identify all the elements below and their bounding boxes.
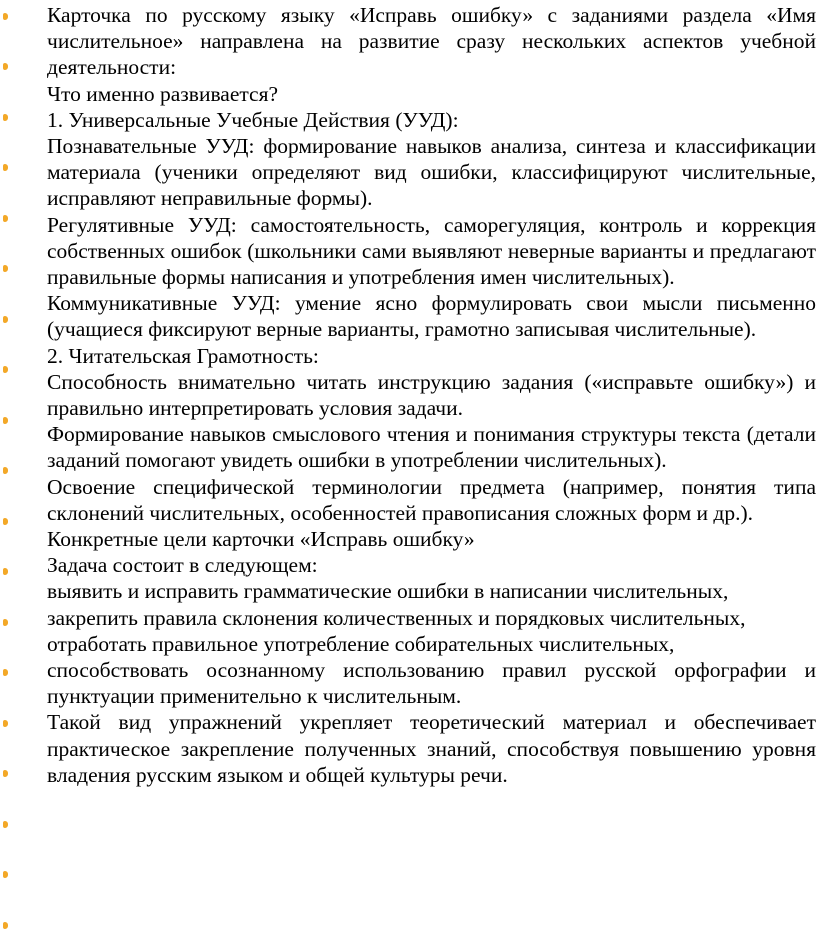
literacy-paragraph-2: Формирование навыков смыслового чтения и понимания структуры текста (детали заданий помогают увидеть ошибки в употреблении числительных). bbox=[47, 422, 816, 473]
bullet-marker bbox=[2, 163, 9, 172]
bullet-marker bbox=[2, 567, 9, 576]
bullet-marker bbox=[2, 365, 9, 374]
bullet-marker bbox=[2, 62, 9, 71]
bullet-marker bbox=[2, 668, 9, 677]
bullet-marker bbox=[2, 113, 9, 122]
conclusion-paragraph: Такой вид упражнений укрепляет теоретический материал и обеспечивает практическое закрепление полученных знаний, способствуя повышению уровня владения русским языком и общей культуры речи. bbox=[47, 710, 816, 787]
document-body bbox=[47, 0, 816, 788]
task-item-3: отработать правильное употребление собирательных числительных, bbox=[47, 631, 675, 656]
intro-paragraph: Карточка по русскому языку «Исправь ошибку» с заданиями раздела «Имя числительное» направлена на развитие сразу нескольких аспектов учебной деятельности: bbox=[47, 3, 816, 80]
section-heading-uud: 1. Универсальные Учебные Действия (УУД): bbox=[47, 107, 459, 132]
question-line: Что именно развивается? bbox=[47, 81, 279, 106]
cognitive-uud-paragraph: Познавательные УУД: формирование навыков анализа, синтеза и классификации материала (ученики определяют вид ошибки, классифицируют числительные, исправляют неправильные формы). bbox=[47, 134, 816, 211]
bullet-marker bbox=[2, 416, 9, 425]
regulatory-uud-paragraph: Регулятивные УУД: самостоятельность, саморегуляция, контроль и коррекция собственных ошибок (школьники сами выявляют неверные варианты и предлагают правильные формы написания и употребления имен числительных). bbox=[47, 212, 816, 290]
goals-heading: Конкретные цели карточки «Исправь ошибку» bbox=[47, 527, 475, 552]
communicative-uud-paragraph: Коммуникативные УУД: умение ясно формулировать свои мысли письменно (учащиеся фиксируют верные варианты, грамотно записывая числительные). bbox=[47, 291, 816, 342]
bullet-marker bbox=[2, 214, 9, 223]
task-item-4: способствовать осознанному использованию правил русской орфографии и пунктуации применительно к числительным. bbox=[47, 658, 816, 709]
bullet-marker bbox=[2, 12, 9, 21]
bullet-marker bbox=[2, 870, 9, 879]
bullet-marker bbox=[2, 719, 9, 728]
bullet-marker bbox=[2, 618, 9, 627]
task-intro: Задача состоит в следующем: bbox=[47, 553, 318, 578]
literacy-paragraph-3: Освоение специфической терминологии предмета (например, понятия типа склонений числительных, особенностей правописания сложных форм и др.). bbox=[47, 474, 816, 525]
left-margin-bullets bbox=[0, 0, 14, 938]
task-item-1: выявить и исправить грамматические ошибки в написании числительных, bbox=[47, 579, 729, 604]
bullet-marker bbox=[2, 820, 9, 829]
bullet-marker bbox=[2, 517, 9, 526]
literacy-paragraph-1: Способность внимательно читать инструкцию задания («исправьте ошибку») и правильно интерпретировать условия задачи. bbox=[47, 369, 816, 421]
bullet-marker bbox=[2, 466, 9, 475]
bullet-marker bbox=[2, 315, 9, 324]
bullet-marker bbox=[2, 264, 9, 273]
bullet-marker bbox=[2, 769, 9, 778]
section-heading-literacy: 2. Читательская Грамотность: bbox=[47, 343, 319, 368]
bullet-marker bbox=[2, 921, 9, 930]
task-item-2: закрепить правила склонения количественных и порядковых числительных, bbox=[47, 605, 746, 630]
